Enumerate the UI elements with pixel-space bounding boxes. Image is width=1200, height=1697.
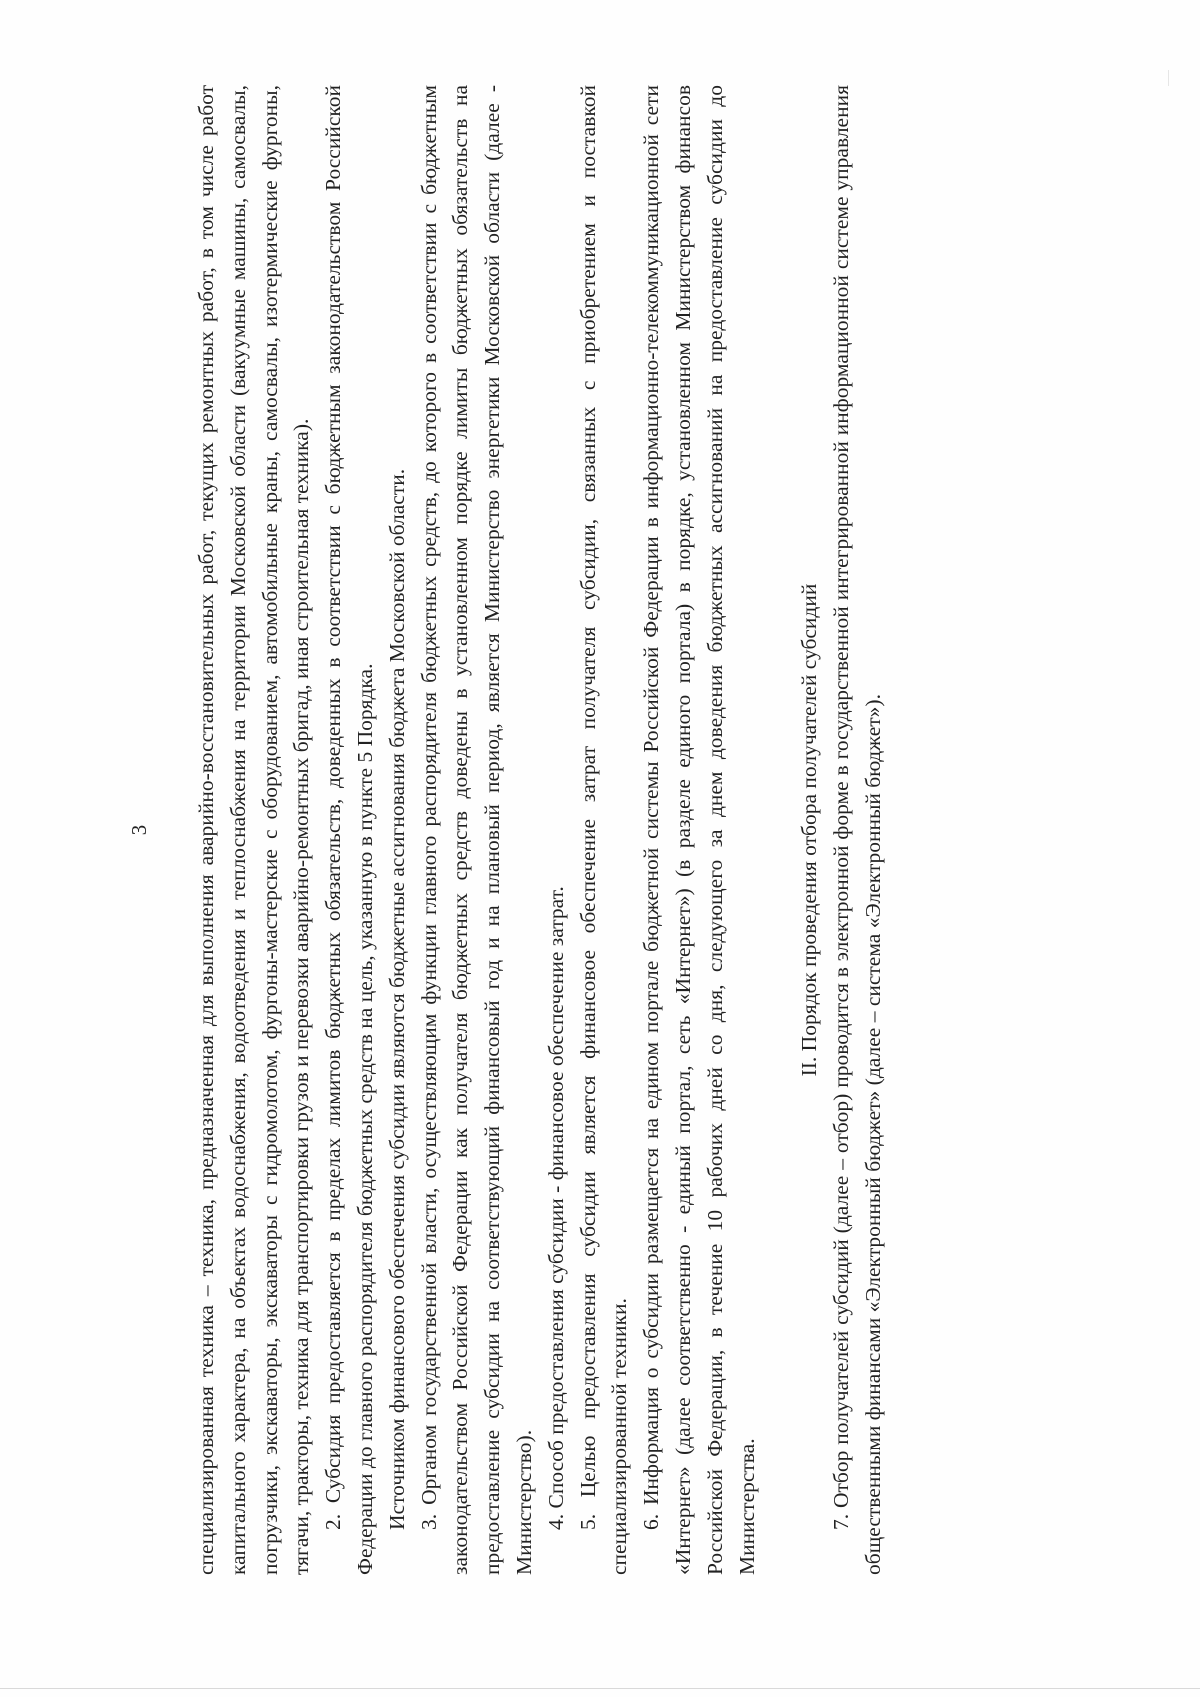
paragraph-2: 2. Субсидия предоставляется в пределах лимитов бюджетных обязательств, доведенных в соответствии с бюджетным законодательством Российской Федерации до главного распорядителя бюджетных средств на цель, указанную в пункте 5 Порядка. [321,85,377,1575]
paragraph-7: 7. Отбор получателей субсидий (далее – отбор) проводится в электронной форме в государственной интегрированной информационной системе управления общественными финансами «Электронный бюджет» (далее – система «Электронный бюджет»). [829,85,885,1575]
paragraph-3: 3. Органом государственной власти, осуществляющим функции главного распорядителя бюджетных средств, до которого в соответствии с бюджетным законодательством Российской Федерации как получателя бюджетных средств доведены в установленном порядке лимиты бюджетных обязательств на предоставление субсидии на соответствующий финансовый год и на плановый период, является Министерство энергетики Московской области (далее - Министерство). [416,85,536,1575]
paragraph-6: 6. Информация о субсидии размещается на едином портале бюджетной системы Российской Федерации в информационно-телекоммуникационной сети «Интернет» (далее соответственно - единый портал, сеть «Интернет») (в разделе единого портала) в порядке, установленном Министерством финансов Российской Федерации, в течение 10 рабочих дней со дня, следующего за днем доведения бюджетных ассигнований на предоставление субсидии до Министерства. [639,85,759,1575]
scan-margin-mark [1168,70,1169,86]
section-heading: II. Порядок проведения отбора получателей субсидий [797,583,822,1077]
page-number: 3 [127,824,151,836]
rotated-text-block [125,85,1125,1575]
paragraph-4: 4. Способ предоставления субсидии - финансовое обеспечение затрат. [543,886,568,1530]
scan-edge-line [0,1688,1200,1689]
paragraph-definition: специализированная техника – техника, предназначенная для выполнения аварийно-восстановительных работ, текущих ремонтных работ, в том числе работ капитального характера, на объектах водоснабжения, водоотведения и теплоснабжения на территории Московской области (вакуумные машины, самосвалы, погрузчики, экскаваторы, экскаваторы с гидромолотом, фургоны-мастерские с оборудованием, автомобильные краны, самосвалы, изотермические фургоны, тягачи, тракторы, техника для транспортировки грузов и перевозки аварийно-ремонтных бригад, иная строительная техника). [194,85,314,1575]
paragraph-5: 5. Целью предоставления субсидии является финансовое обеспечение затрат получателя субсидии, связанных с приобретением и поставкой специализированной техники. [575,85,632,1575]
paragraph-funding-source: Источником финансового обеспечения субсидии являются бюджетные ассигнования бюджета Московской области. [384,468,409,1530]
